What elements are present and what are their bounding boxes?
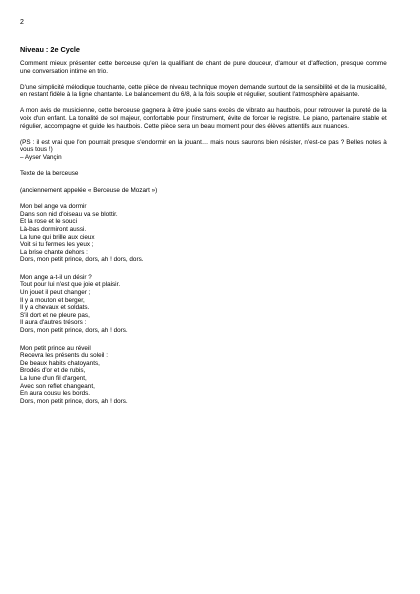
verse-line: S'il dort et ne pleure pas, — [20, 311, 90, 319]
document-body — [20, 45, 387, 415]
verse-line: La lune qui brille aux cieux — [20, 233, 95, 241]
verse-line: Recevra les présents du soleil : — [20, 352, 108, 360]
verse-line: Dors, mon petit prince, dors, ah ! dors. — [20, 397, 128, 405]
verse-line: Mon petit prince au réveil — [20, 344, 91, 352]
intro-paragraph: Comment mieux présenter cette berceuse qu'en la qualifiant de chant de pure douceur, d'amour et d'affection, presque comme une conversation intime en trio. — [20, 60, 387, 75]
postscript-text: (PS : il est vrai que l'on pourrait presque s'endormir en la jouant… mais nous saurons bien résister, n'est-ce pas ? Belles notes à vous tous !) — [20, 138, 387, 154]
verse-line: Il y a mouton et berger, — [20, 296, 85, 304]
verse-line: Là-bas dormiront aussi. — [20, 225, 87, 233]
melody-paragraph: D'une simplicité mélodique touchante, cette pièce de niveau technique moyen demande surtout de la sensibilité et de la musicalité, en restant fidèle à la ligne chantante. Le balancement du 6/8, à la fois souple et régulier, soutient l'atmosphère apaisante. — [20, 83, 387, 99]
lyrics-title: Texte de la berceuse — [20, 169, 79, 177]
verse-line: En aura cousu les bords. — [20, 390, 91, 398]
verse-line: Brodés d'or et de rubis, — [20, 367, 86, 375]
postscript — [20, 139, 387, 162]
verse-line: Mon bel ange va dormir — [20, 203, 87, 211]
musician-opinion-paragraph: A mon avis de musicienne, cette berceuse gagnera à être jouée sans excès de vibrato au hautbois, pour retrouver la pureté de la voix d'un enfant. La tonalité de sol majeur, confortable pour l'instrument, évite de forcer le registre. Le piano, partenaire stable et régulier, accompagne et guide les hautbois. Cette pièce sera un beau moment pour des élèves attentifs aux nuances. — [20, 107, 387, 130]
level-heading: Niveau : 2e Cycle — [20, 45, 80, 54]
stanza-3 — [20, 345, 387, 406]
signature: – Ayser Vançin — [20, 153, 62, 161]
verse-line: Et la rose et le souci — [20, 218, 77, 226]
verse-line: Il y a chevaux et soldats. — [20, 304, 90, 312]
verse-line: La lune d'un fil d'argent, — [20, 375, 87, 382]
verse-line: Dors, mon petit prince, dors, ah ! dors. — [20, 327, 128, 335]
stanza-2 — [20, 274, 387, 335]
verse-line: Dans son nid d'oiseau va se blottir. — [20, 210, 118, 218]
verse-line: Mon ange a-t-il un désir ? — [20, 273, 92, 281]
page-number: 2 — [20, 19, 24, 26]
verse-line: Voit si tu fermes les yeux ; — [20, 241, 94, 249]
verse-line: Dors, mon petit prince, dors, ah ! dors, dors. — [20, 256, 144, 264]
verse-line: Tout pour lui n'est que joie et plaisir. — [20, 281, 121, 289]
stanza-1 — [20, 203, 387, 264]
verse-line: Il aura d'autres trésors : — [20, 319, 87, 327]
verse-line: Un jouet il peut changer ; — [20, 289, 91, 297]
verse-line: Avec son reflet changeant, — [20, 382, 95, 390]
verse-line: La brise chante dehors : — [20, 248, 88, 256]
verse-line: De beaux habits chatoyants, — [20, 359, 100, 367]
lyrics-note: (anciennement appelée « Berceuse de Mozart ») — [20, 187, 158, 195]
